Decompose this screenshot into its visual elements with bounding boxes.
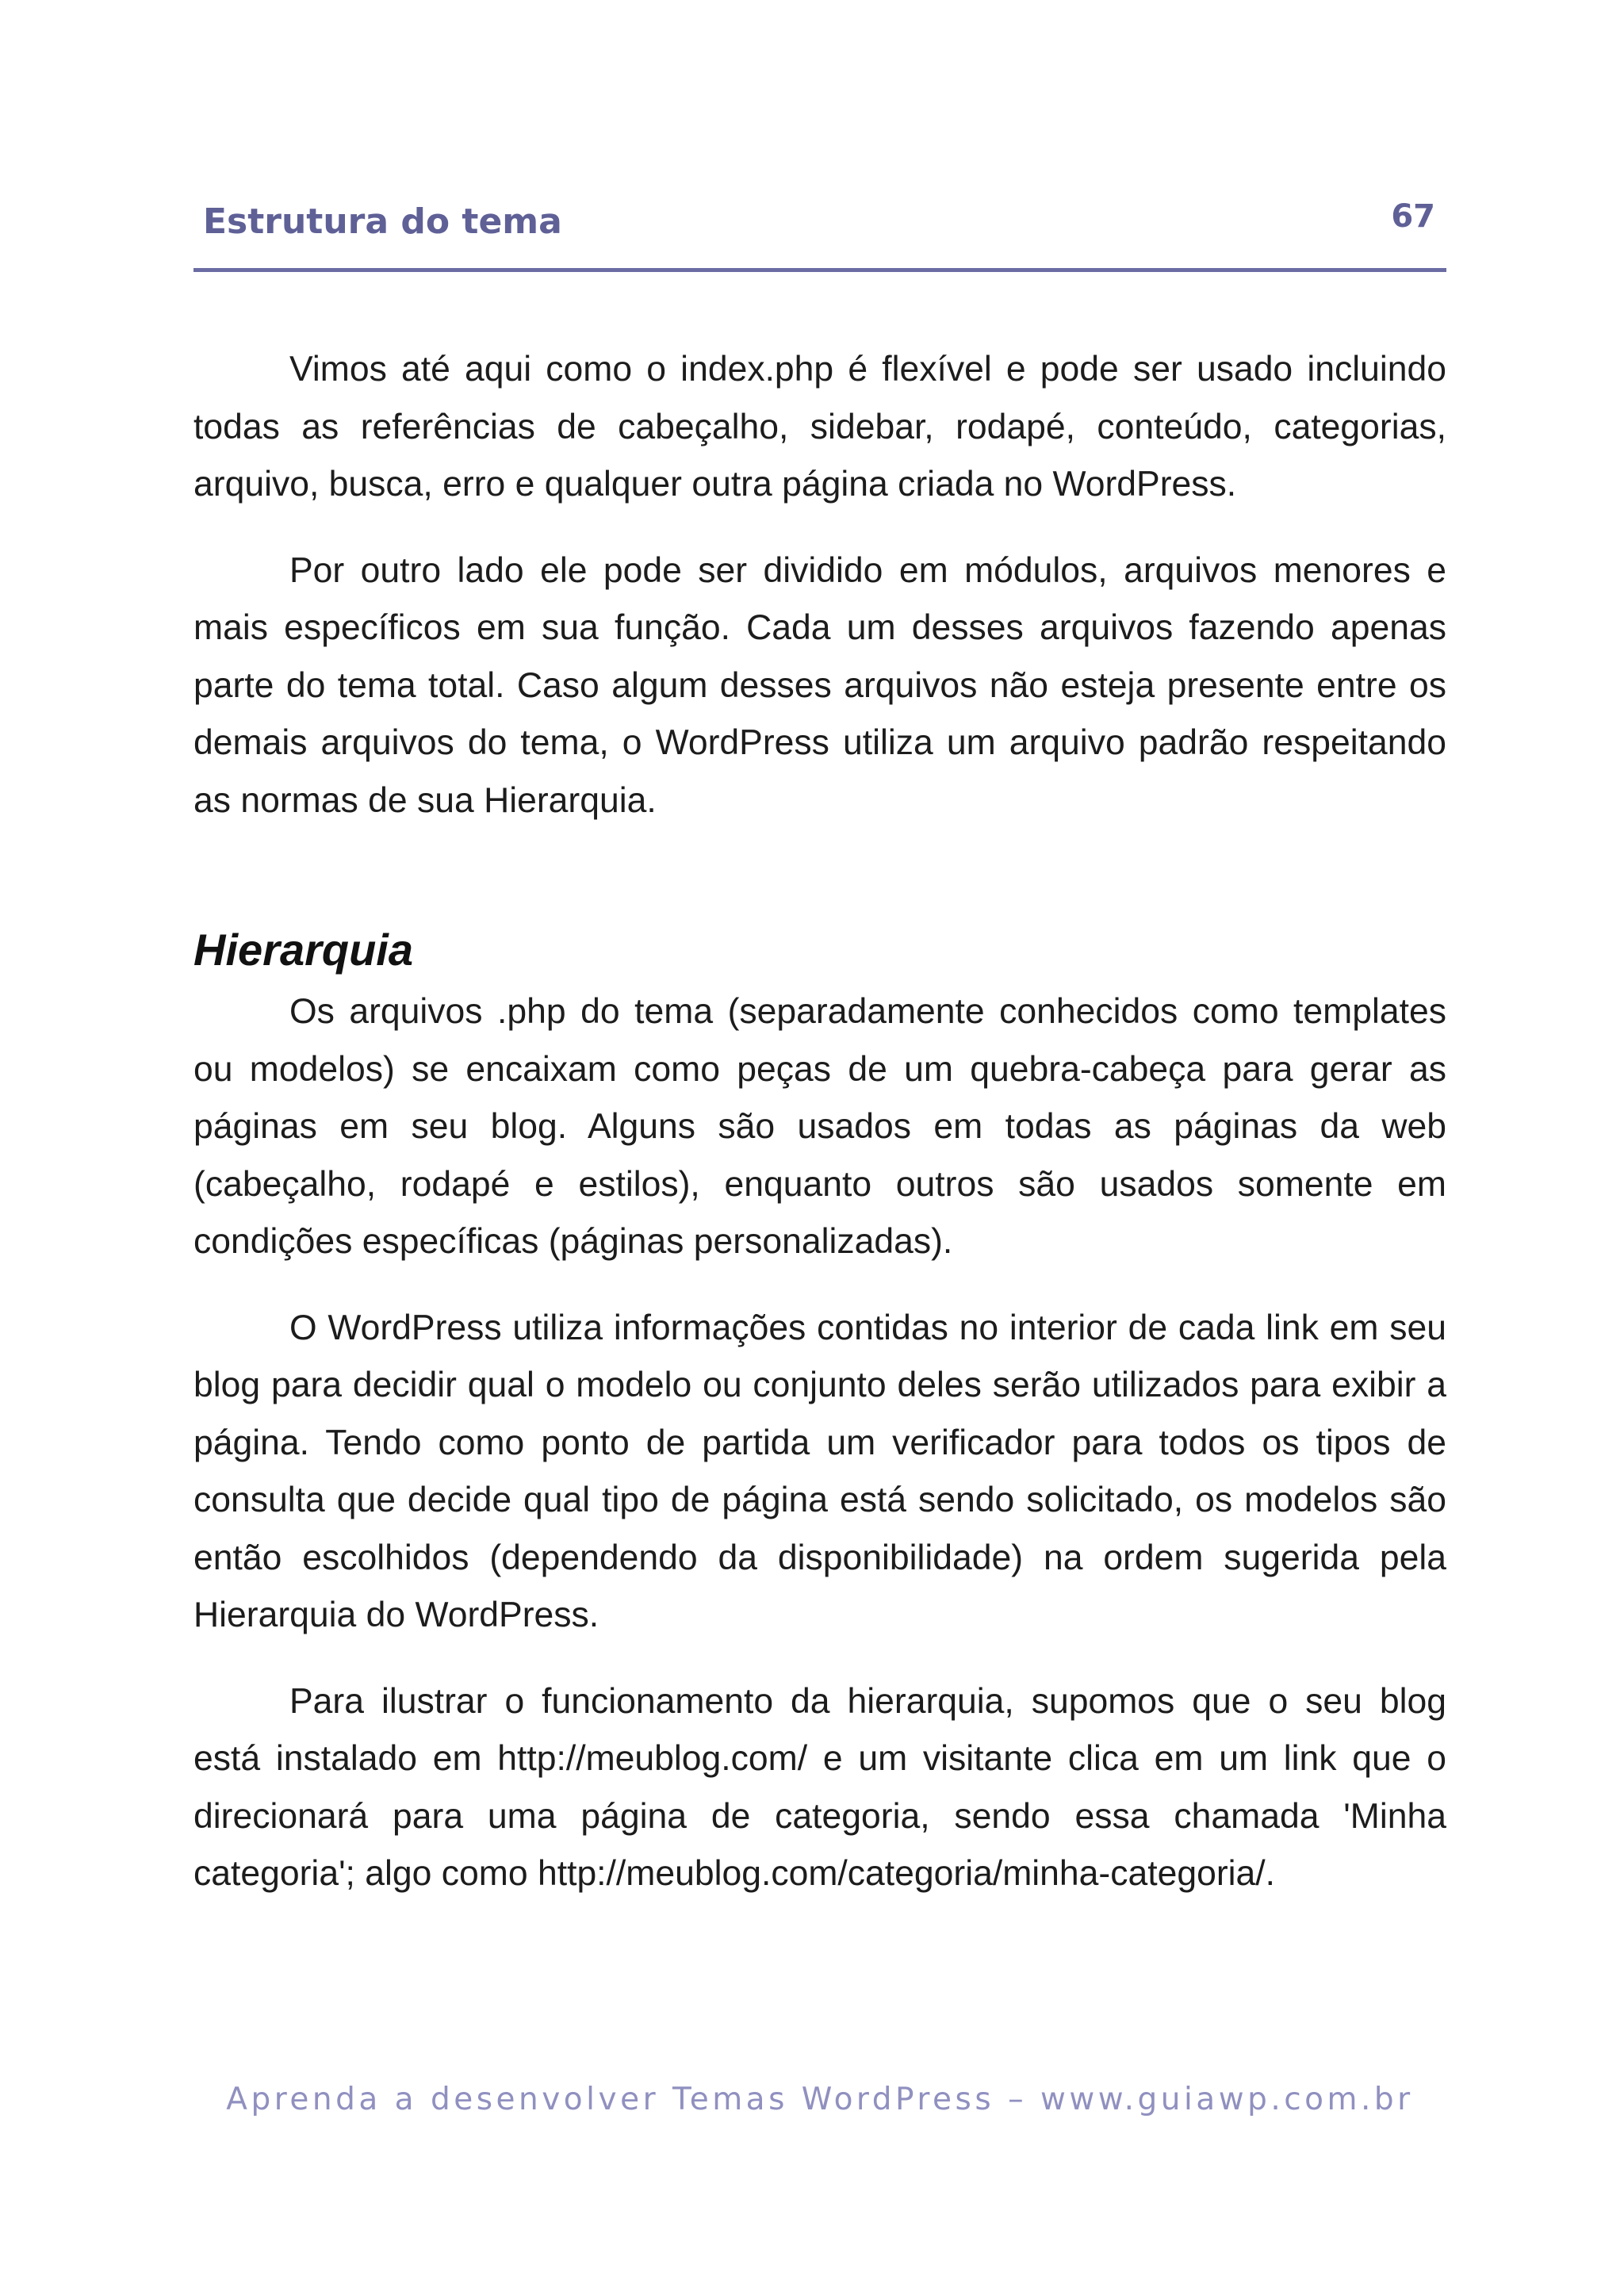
body-paragraph: O WordPress utiliza informações contidas no interior de cada link em seu blog para decidir qual o modelo ou conjunto deles serão utilizados para exibir a página. Tendo como ponto de partida um verificador para todos os tipos de consulta que decide qual tipo de página está sendo solicitado, os modelos são então escolhidos (dependendo da disponibilidade) na ordem sugerida pela Hierarquia do WordPress. [193, 1308, 1446, 1634]
body-paragraph: Vimos até aqui como o index.php é flexível e pode ser usado incluindo todas as referências de cabeçalho, sidebar, rodapé, conteúdo, categorias, arquivo, busca, erro e qualquer outra página criada no WordPress. [193, 350, 1446, 504]
running-header [193, 198, 1446, 246]
section-title: Estrutura do tema [203, 201, 562, 242]
page-number: 67 [1391, 198, 1435, 235]
body-paragraph: Para ilustrar o funcionamento da hierarquia, supomos que o seu blog está instalado em http://meublog.com/ e um visitante clica em um link que o direcionará para uma página de categoria, sendo essa chamada 'Minha categoria'; algo como http://meublog.com/categoria/minha-categoria/. [193, 1681, 1446, 1893]
header-divider [193, 268, 1446, 272]
body-paragraph: Os arquivos .php do tema (separadamente conhecidos como templates ou modelos) se encaixam como peças de um quebra-cabeça para gerar as páginas em seu blog. Alguns são usados em todas as páginas da web (cabeçalho, rodapé e estilos), enquanto outros são usados somente em condições específicas (páginas personalizadas). [193, 992, 1446, 1261]
page-footer: Aprenda a desenvolver Temas WordPress – www.guiawp.com.br [226, 2082, 1414, 2117]
section-heading: Hierarquia [193, 925, 413, 975]
body-paragraph: Por outro lado ele pode ser dividido em módulos, arquivos menores e mais específicos em sua função. Cada um desses arquivos fazendo apenas parte do tema total. Caso algum desses arquivos não esteja presente entre os demais arquivos do tema, o WordPress utiliza um arquivo padrão respeitando as normas de sua Hierarquia. [193, 550, 1446, 820]
page-content [193, 341, 1446, 1932]
